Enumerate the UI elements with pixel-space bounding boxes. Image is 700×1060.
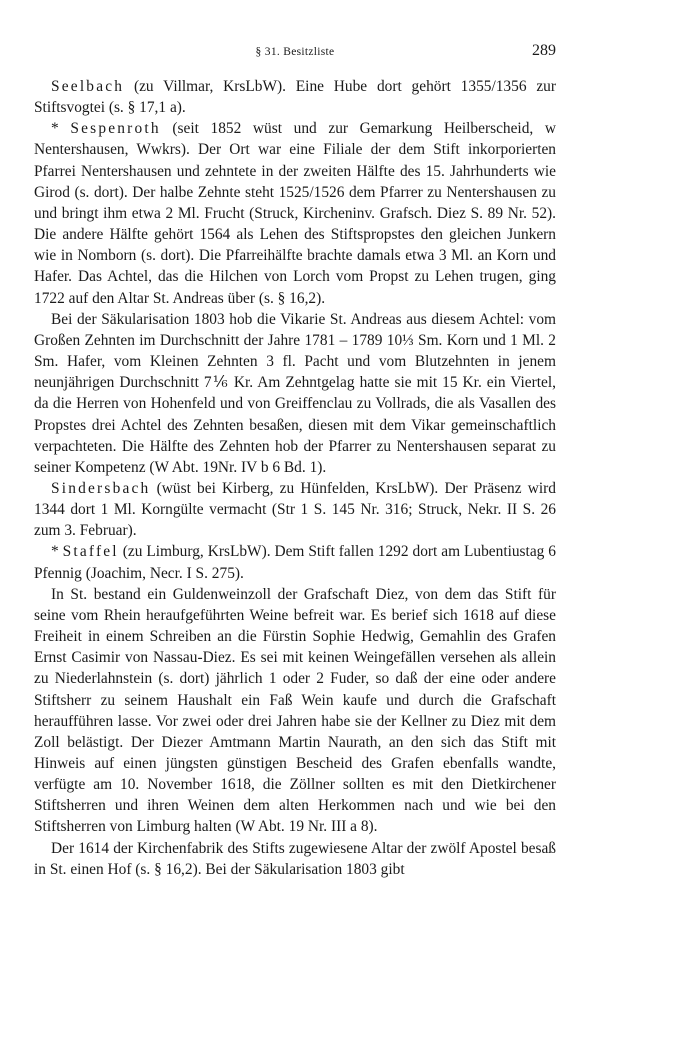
place-name: Seelbach [51,78,125,95]
page-number: 289 [532,42,556,59]
entry-text: (seit 1852 wüst und zur Gemarkung Heilberscheid, w Nentershausen, Wwkrs). Der Ort war eine Filiale der dem Stift inkorporierten Pfarrei Nentershausen und zehntete in der zweiten Hälfte des 15. Jahrhunderts wie Girod (s. dort). Der halbe Zehnte steht 1525/1526 dem Pfarrer zu Nentershausen zu und bringt ihm etwa 2 Ml. Frucht (Struck, Kircheninv. Grafsch. Diez S. 89 Nr. 52). Die andere Hälfte gehört 1564 als Lehen des Stiftspropstes den gleichen Junkern wie in Nomborn (s. dort). Die Pfarreihälfte brachte damals etwa 3 Ml. an Korn und Hafer. Das Achtel, das die Hilchen von Lorch vom Propst zu Lehen trugen, ging 1722 auf den Altar St. Andreas über (s. § 16,2). [34,120,556,307]
entry-text: (wüst bei Kirberg, zu Hünfelden, KrsLbW). Der Präsenz wird 1344 dort 1 Ml. Korngülte vermacht (Str 1 S. 145 Nr. 316; Struck, Nekr. II S. 26 zum 3. Februar). [34,479,556,540]
entry-sespenroth [34,118,556,308]
entry-staffel [34,541,556,583]
entry-seelbach [34,76,556,118]
body-text [34,76,556,880]
paragraph-text: Der 1614 der Kirchenfabrik des Stifts zugewiesene Altar der zwölf Apostel besaß in St. einen Hof (s. § 16,2). Bei der Säkularisation 1803 gibt [34,839,556,878]
entry-text: (zu Villmar, KrsLbW). Eine Hube dort gehört 1355/1356 zur Stiftsvogtei (s. § 17,1 a). [34,78,556,117]
entry-prefix: * [51,120,71,138]
running-header [34,42,556,66]
paragraph-text: In St. bestand ein Guldenweinzoll der Grafschaft Diez, von dem das Stift für seine vom Rhein heraufgeführten Weine befreit war. Es berief sich 1618 auf diese Freiheit in einem Schreiben an die Fürstin Sophie Hedwig, Gemahlin des Grafen Ernst Casimir von Nassau-Diez. Es sei mit keinen Weingefällen versehen als allein zu Niederlahnstein (s. dort) jährlich 1 oder 2 Fuder, so daß der eine oder andere Stiftsherr zu seinem Haushalt ein Faß Wein kaufe und durch die Grafschaft heraufführen lasse. Vor zwei oder drei Jahren habe sie der Kellner zu Diez mit dem Zoll belästigt. Der Diezer Amtmann Martin Naurath, an den sich das Stift mit Hinweis auf einen jüngsten günstigen Bescheid des Grafen ebenfalls wandte, verfügte am 10. November 1618, die Zöllner sollten es mit den Dietkirchener Stiftsherren und ihren Weinen dem alten Herkommen nach und wie bei den Stiftsherren von Limburg halten (W Abt. 19 Nr. III a 8). [34,585,556,836]
entry-prefix: * [51,543,63,561]
paragraph-weinzoll [34,584,556,838]
paragraph-apostelaltar [34,838,556,880]
place-name: Sindersbach [51,479,151,497]
entry-sindersbach [34,478,556,541]
paragraph-text: Bei der Säkularisation 1803 hob die Vikarie St. Andreas aus diesem Achtel: vom Großen Zehnten im Durchschnitt der Jahre 1781 – 1789 10⅓ Sm. Korn und 1 Ml. 2 Sm. Hafer, vom Kleinen Zehnten 3 fl. Pacht und vom Blutzehnten in jenem neunjährigen Durchschnitt 7⅙ Kr. Am Zehntgelag hatte sie mit 15 Kr. ein Viertel, da die Herren von Hohenfeld und von Greiffenclau zu Vollrads, die als Vasallen des Propstes drei Achtel des Zehnten besaßen, diesen mit dem Vikar gemeinschaftlich verpachteten. Die Hälfte des Zehnten hob der Pfarrer zu Nentershausen separat zu seiner Kompetenz (W Abt. 19Nr. IV b 6 Bd. 1). [34,310,556,476]
place-name: Staffel [62,543,119,561]
place-name: Sespenroth [70,120,161,138]
section-title: § 31. Besitzliste [255,46,335,58]
paragraph-saekularisation [34,309,556,478]
entry-text: (zu Limburg, KrsLbW). Dem Stift fallen 1292 dort am Lubentiustag 6 Pfennig (Joachim, Necr. I S. 275). [34,543,556,582]
